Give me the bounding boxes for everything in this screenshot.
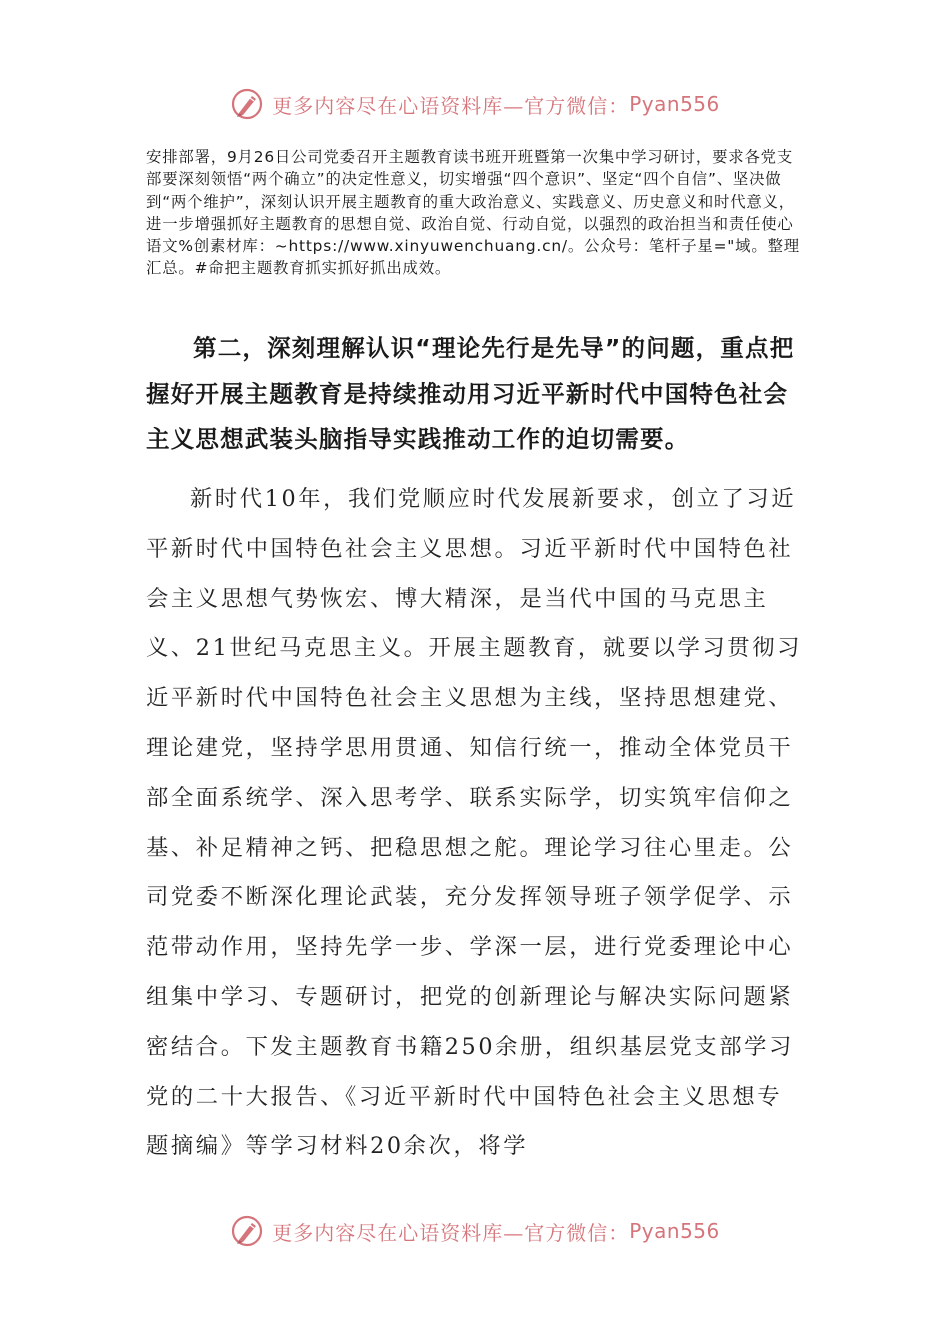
body-paragraph: 新时代10年，我们党顺应时代发展新要求，创立了习近平新时代中国特色社会主义思想。习近平新时代中国特色社会主义思想气势恢宏、博大精深，是当代中国的马克思主义、21世纪马克思主义。开展主题教育，就要以学习贯彻习近平新时代中国特色社会主义思想为主线，坚持思想建党、理论建党，坚持学思用贯通、知信行统一，推动全体党员干部全面系统学、深入思考学、联系实际学，切实筑牢信仰之基、补足精神之钙、把稳思想之舵。理论学习往心里走。公司党委不断深化理论武装，充分发挥领导班子领学促学、示范带动作用，坚持先学一步、学深一层，进行党委理论中心组集中学习、专题研讨，把党的创新理论与解决实际问题紧密结合。下发主题教育书籍250余册，组织基层党支部学习党的二十大报告、《习近平新时代中国特色社会主义思想专题摘编》等学习材料20余次，将学 [146, 486, 802, 1160]
watermark-handle: Pyan556 [629, 92, 720, 116]
pen-logo-icon [230, 1214, 264, 1248]
section-heading: 第二，深刻理解认识“理论先行是先导”的问题，重点把握好开展主题教育是持续推动用习近平新时代中国特色社会主义思想武装头脑指导实践推动工作的迫切需要。 [146, 334, 795, 453]
watermark-text: 更多内容尽在心语资料库—官方微信： [272, 93, 630, 118]
watermark-text: 更多内容尽在心语资料库—官方微信： [272, 1220, 630, 1245]
header-watermark [0, 84, 950, 124]
watermark-handle: Pyan556 [629, 1219, 720, 1243]
pen-logo-icon [230, 87, 264, 121]
footer-watermark [0, 1211, 950, 1251]
intro-paragraph: 安排部署，9月26日公司党委召开主题教育读书班开班暨第一次集中学习研讨，要求各党支部要深刻领悟“两个确立”的决定性意义，切实增强“四个意识”、坚定“四个自信”、坚决做到“两个维护”，深刻认识开展主题教育的重大政治意义、实践意义、历史意义和时代意义，进一步增强抓好主题教育的思想自觉、政治自觉、行动自觉，以强烈的政治担当和责任使心语文%创素材库：~https://www.xinyuwenchuang.cn/。公众号：笔杆子星="域。整理汇总。#命把主题教育抓实抓好抓出成效。 [146, 148, 800, 278]
